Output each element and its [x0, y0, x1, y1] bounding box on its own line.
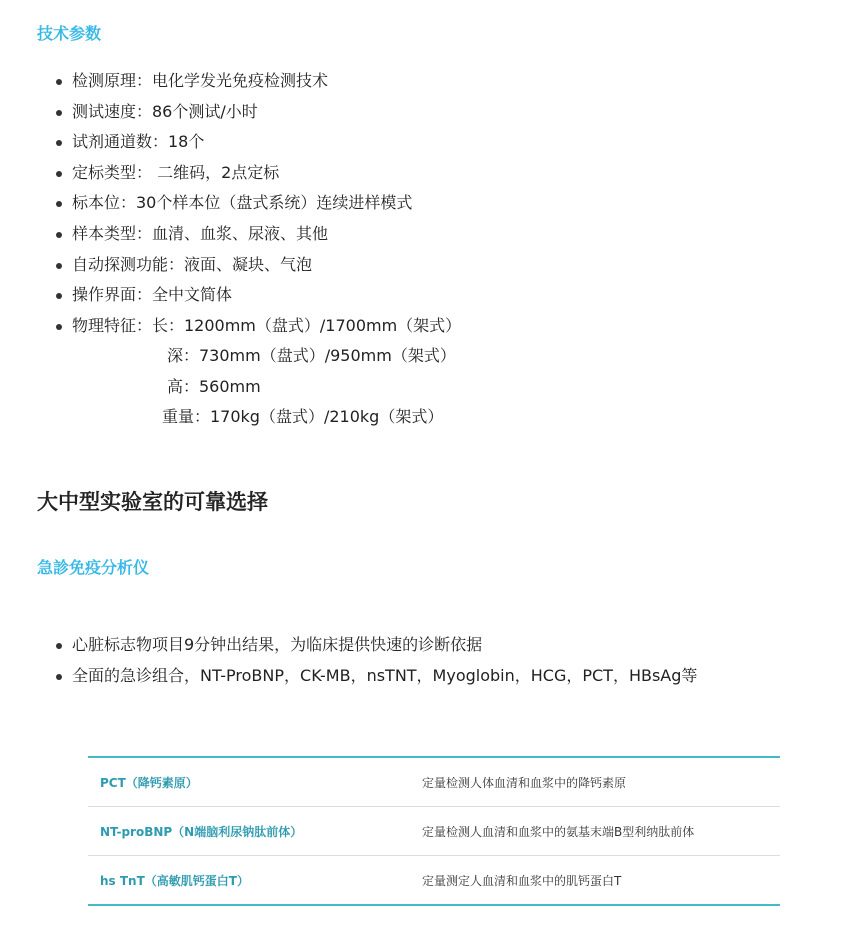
- test-description: 定量测定人血清和血浆中的肌钙蛋白T: [422, 873, 622, 888]
- table-row: [88, 856, 780, 906]
- test-description: 定量检测人血清和血浆中的氨基末端B型利纳肽前体: [410, 807, 780, 856]
- list-item: 测试速度：86个测试/小时: [50, 97, 461, 128]
- height-line: 高：560mm: [167, 376, 261, 396]
- list-item: 操作界面：全中文简体: [50, 280, 461, 311]
- section-heading-analyzer: 急診免疫分析仪: [37, 558, 150, 577]
- weight-line: 重量：170kg（盘式）/210kg（架式）: [162, 407, 444, 427]
- list-item: 自动探测功能：液面、凝块、气泡: [50, 250, 461, 281]
- list-item: 定标类型： 二维码，2点定标: [50, 158, 461, 189]
- test-name: NT-proBNP（N端脑利尿钠肽前体）: [88, 807, 410, 856]
- page-title: 大中型实验室的可靠选择: [37, 490, 268, 514]
- list-item: 心脏标志物项目9分钟出结果，为临床提供快速的诊断依据: [50, 630, 697, 661]
- test-description: 定量检测人体血清和血浆中的降钙素原: [410, 757, 780, 807]
- table-row: [88, 757, 780, 807]
- features-list: [50, 630, 697, 691]
- list-item: 标本位：30个样本位（盘式系统）连续进样模式: [50, 188, 461, 219]
- specs-list: [50, 66, 461, 341]
- test-name: PCT（降钙素原）: [88, 757, 410, 807]
- list-item: 试剂通道数：18个: [50, 127, 461, 158]
- depth-line: 深：730mm（盘式）/950mm（架式）: [167, 346, 456, 365]
- test-name: hs TnT（高敏肌钙蛋白T）: [100, 873, 249, 888]
- list-item: 全面的急诊组合，NT-ProBNP，CK-MB，nsTNT，Myoglobin，HCG，PCT，HBsAg等: [50, 661, 697, 692]
- table-row: [88, 807, 780, 856]
- section-heading-specs: 技术参数: [37, 24, 102, 43]
- tests-table: [88, 756, 780, 906]
- list-item: 检测原理：电化学发光免疫检测技术: [50, 66, 461, 97]
- tests-table-wrap: [88, 756, 780, 906]
- list-item: 物理特征：长：1200mm（盘式）/1700mm（架式）: [50, 311, 461, 342]
- list-item: 样本类型：血清、血浆、尿液、其他: [50, 219, 461, 250]
- physical-sub-lines: [162, 341, 456, 433]
